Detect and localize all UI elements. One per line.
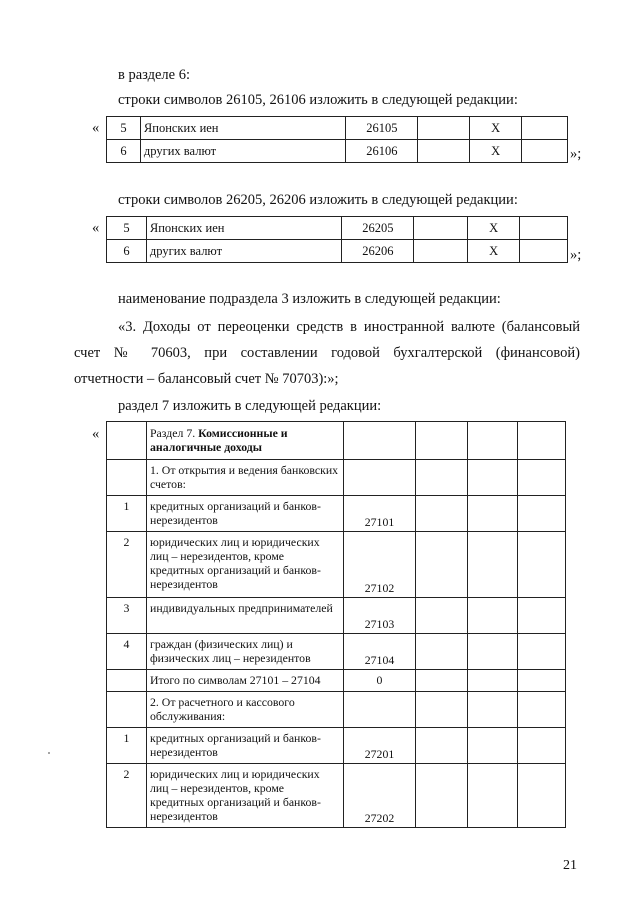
row-number: 5 [107,217,147,240]
row-number: 3 [107,598,147,634]
empty-cell [468,670,518,692]
table-row [107,460,566,496]
empty-cell [416,764,468,828]
close-quote-2: »; [570,247,582,263]
table-row [107,217,568,240]
table-header-row [107,422,566,460]
row-name: 1. От открытия и ведения банковских счетов: [147,460,344,496]
row-number: 1 [107,496,147,532]
row-name: 2. От расчетного и кассового обслуживания: [147,692,344,728]
section-header-title: Комиссионные и аналогичные доходы [150,426,288,454]
page-number: 21 [563,858,577,873]
row-mark: X [470,140,522,163]
row-code: 0 [344,670,416,692]
empty-cell [518,764,566,828]
paragraph-3: наименование подраздела 3 изложить в следующей редакции: [118,291,501,307]
empty-cell [518,496,566,532]
paragraph-2: строки символов 26205, 26206 изложить в следующей редакции: [118,192,518,208]
open-quote-2: « [92,220,100,236]
table-row [107,634,566,670]
scan-speck [48,752,50,754]
row-name: юридических лиц и юридических лиц – нерезидентов, кроме кредитных организаций и банков-нерезидентов [147,764,344,828]
open-quote-1: « [92,120,100,136]
table-1 [106,116,568,163]
empty-cell [418,117,470,140]
empty-cell [468,460,518,496]
row-name: кредитных организаций и банков-нерезидентов [147,728,344,764]
row-name: Японских иен [146,217,342,240]
row-code: 26105 [346,117,418,140]
empty-cell [416,692,468,728]
row-name: других валют [146,240,342,263]
empty-cell [468,532,518,598]
row-number [107,460,147,496]
close-quote-1: »; [570,146,582,162]
row-name: индивидуальных предпринимателей [147,598,344,634]
row-code: 27103 [344,598,416,634]
empty-cell [468,598,518,634]
row-number: 2 [107,532,147,598]
row-mark: X [470,117,522,140]
empty-cell [518,422,566,460]
table-row [107,598,566,634]
empty-cell [107,422,147,460]
empty-cell [414,240,468,263]
row-number [107,692,147,728]
empty-cell [416,460,468,496]
intro-text: в разделе 6: [118,67,191,83]
row-mark: X [468,217,520,240]
row-code [344,692,416,728]
row-name: других валют [140,140,346,163]
empty-cell [518,692,566,728]
row-name: кредитных организаций и банков-нерезидентов [147,496,344,532]
table-row [107,670,566,692]
row-code [344,460,416,496]
empty-cell [468,728,518,764]
empty-cell [518,670,566,692]
table-row [107,532,566,598]
row-name: Японских иен [140,117,346,140]
table-row [107,692,566,728]
empty-cell [518,634,566,670]
empty-cell [416,598,468,634]
empty-cell [468,634,518,670]
empty-cell [520,217,568,240]
empty-cell [416,422,468,460]
row-code: 26106 [346,140,418,163]
empty-cell [468,422,518,460]
open-quote-3: « [92,426,100,442]
row-mark: X [468,240,520,263]
empty-cell [468,496,518,532]
empty-cell [522,117,568,140]
table-row [107,728,566,764]
row-name: граждан (физических лиц) и физических лиц – нерезидентов [147,634,344,670]
row-code: 27202 [344,764,416,828]
row-number: 6 [107,140,141,163]
paragraph-1: строки символов 26105, 26106 изложить в следующей редакции: [118,92,518,108]
empty-cell [416,670,468,692]
section-header-prefix: Раздел 7. [150,426,199,440]
empty-cell [414,217,468,240]
row-number: 4 [107,634,147,670]
row-number: 5 [107,117,141,140]
row-number [107,670,147,692]
row-number: 2 [107,764,147,828]
table-row [107,496,566,532]
row-number: 6 [107,240,147,263]
table-3 [106,421,566,828]
table-2 [106,216,568,263]
table-row [107,764,566,828]
empty-cell [418,140,470,163]
paragraph-4-line-1: «3. Доходы от переоценки средств в иностранной валюте (балансовый [118,319,580,335]
empty-cell [518,728,566,764]
empty-cell [416,728,468,764]
empty-cell [518,598,566,634]
row-code: 26206 [342,240,414,263]
paragraph-4-line-3: отчетности – балансовый счет № 70703):»; [74,371,339,387]
table-row [107,117,568,140]
section-header [147,422,344,460]
row-code: 27101 [344,496,416,532]
paragraph-4-line-2: счет № 70603, при составлении годовой бухгалтерской (финансовой) [74,345,580,361]
paragraph-5: раздел 7 изложить в следующей редакции: [118,398,382,414]
empty-cell [344,422,416,460]
empty-cell [416,532,468,598]
empty-cell [468,764,518,828]
empty-cell [416,496,468,532]
empty-cell [416,634,468,670]
empty-cell [520,240,568,263]
row-code: 26205 [342,217,414,240]
empty-cell [468,692,518,728]
row-code: 27102 [344,532,416,598]
row-number: 1 [107,728,147,764]
row-code: 27104 [344,634,416,670]
table-row [107,140,568,163]
row-code: 27201 [344,728,416,764]
empty-cell [518,460,566,496]
row-name: Итого по символам 27101 – 27104 [147,670,344,692]
empty-cell [522,140,568,163]
row-name: юридических лиц и юридических лиц – нерезидентов, кроме кредитных организаций и банков-нерезидентов [147,532,344,598]
empty-cell [518,532,566,598]
table-row [107,240,568,263]
